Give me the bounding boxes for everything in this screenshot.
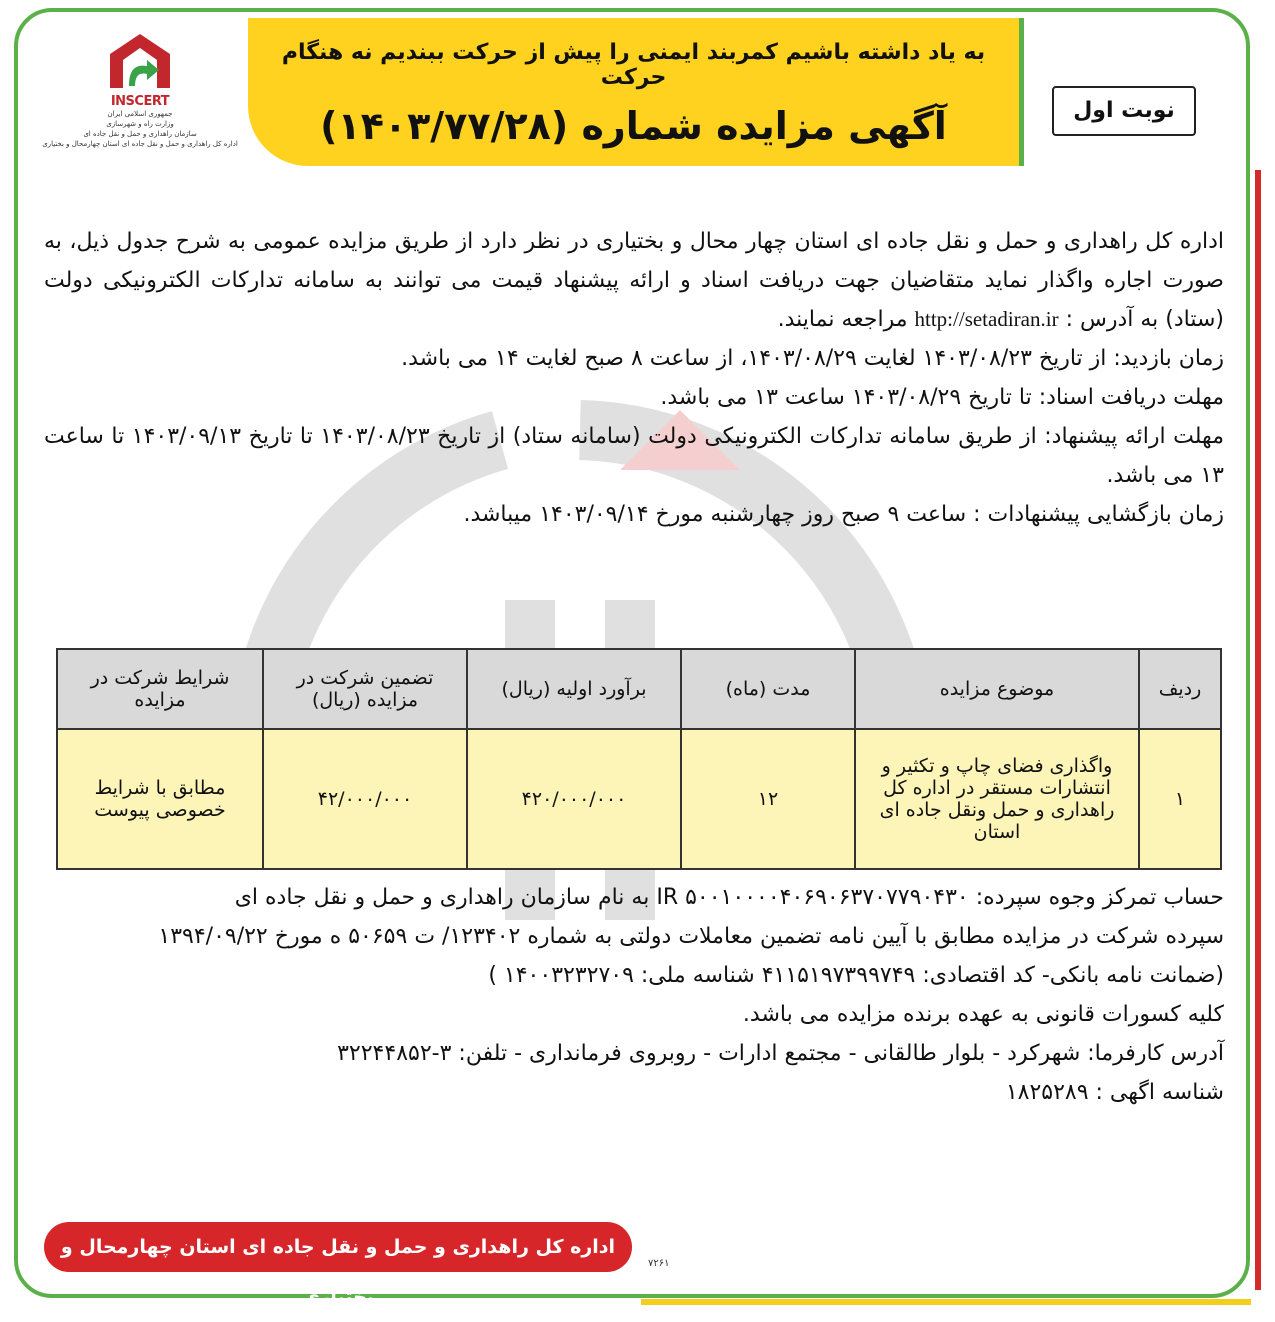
auction-table — [56, 648, 1222, 870]
page-title: آگهی مزایده شماره (۱۴۰۳/۷۷/۲۸) — [320, 104, 947, 148]
details-section — [44, 878, 1224, 1112]
table-header-row — [57, 649, 1221, 729]
logo-line: سازمان راهداری و حمل و نقل جاده ای — [83, 130, 197, 138]
intro-paragraph — [44, 222, 1224, 339]
docs-deadline: مهلت دریافت اسناد: تا تاریخ ۱۴۰۳/۰۸/۲۹ ساعت ۱۳ می باشد. — [660, 385, 1224, 410]
safety-slogan: به یاد داشته باشیم کمربند ایمنی را پیش از حرکت ببندیم نه هنگام حرکت — [281, 40, 986, 90]
logo-line: جمهوری اسلامی ایران — [107, 110, 173, 118]
logo-icon — [105, 30, 175, 90]
table-header: برآورد اولیه (ریال) — [467, 649, 681, 729]
deductions-info: کلیه کسورات قانونی به عهده برنده مزایده می باشد. — [742, 1002, 1224, 1027]
opening-time: زمان بازگشایی پیشنهادات : ساعت ۹ صبح روز چهارشنبه مورخ ۱۴۰۳/۰۹/۱۴ میباشد. — [463, 502, 1224, 527]
table-row — [57, 729, 1221, 869]
table-cell: واگذاری فضای چاپ و تکثیر و انتشارات مستقر در اداره کل راهداری و حمل ونقل جاده ای استان — [855, 729, 1139, 869]
round-badge: نوبت اول — [1052, 86, 1196, 136]
intro-text: اداره کل راهداری و حمل و نقل جاده ای استان چهار محال و بختیاری در نظر دارد از طریق مزایده عمومی به شرح جدول ذیل، به صورت اجاره واگذار نماید متقاضیان جهت دریافت اسناد و ارائه پیشنهاد قیمت می توانند به سامانه تدارکات الکترونیکی دولت (ستاد) به آدرس : — [44, 229, 1224, 332]
page-code: ۷۲۶۱ — [648, 1258, 670, 1269]
employer-address: آدرس کارفرما: شهرکرد - بلوار طالقانی - مجتمع ادارات - روبروی فرمانداری - تلفن: ۳-۳۲۲۴۴۸۵۲ — [337, 1041, 1224, 1066]
logo-line: وزارت راه و شهرسازی — [106, 120, 174, 128]
guarantee-info: (ضمانت نامه بانکی- کد اقتصادی: ۴۱۱۵۱۹۷۳۹۹۷۴۹ شناسه ملی: ۱۴۰۰۳۲۳۲۷۰۹ ) — [488, 963, 1224, 988]
table-cell: ۱۲ — [681, 729, 855, 869]
org-logo — [40, 30, 240, 160]
table-cell: مطابق با شرایط خصوصی پیوست — [57, 729, 263, 869]
table-header: ردیف — [1139, 649, 1221, 729]
table-cell: ۴۲/۰۰۰/۰۰۰ — [263, 729, 467, 869]
table-header: تضمین شرکت در مزایده (ریال) — [263, 649, 467, 729]
frame-accent-yellow — [641, 1299, 1251, 1305]
frame-accent-red — [1255, 170, 1261, 1290]
table-cell: ۴۲۰/۰۰۰/۰۰۰ — [467, 729, 681, 869]
visit-time: زمان بازدید: از تاریخ ۱۴۰۳/۰۸/۲۳ لغایت ۱۴۰۳/۰۸/۲۹، از ساعت ۸ صبح لغایت ۱۴ می باشد. — [401, 346, 1224, 371]
table-header: مدت (ماه) — [681, 649, 855, 729]
table-header: شرایط شرکت در مزایده — [57, 649, 263, 729]
setad-link[interactable]: http://setadiran.ir — [914, 307, 1059, 331]
logo-brand: INSCERT — [110, 94, 170, 109]
header-banner — [248, 18, 1024, 166]
table-header: موضوع مزایده — [855, 649, 1139, 729]
logo-line: اداره کل راهداری و حمل و نقل جاده ای استان چهارمحال و بختیاری — [42, 140, 238, 148]
footer-org-bar: اداره کل راهداری و حمل و نقل جاده ای استان چهارمحال و بختیاری — [44, 1222, 632, 1272]
deposit-info: سپرده شرکت در مزایده مطابق با آیین نامه تضمین معاملات دولتی به شماره ۱۲۳۴۰۲/ ت ۵۰۶۵۹ ه مورخ ۱۳۹۴/۰۹/۲۲ — [158, 924, 1224, 949]
intro-section — [44, 222, 1224, 534]
ad-id: شناسه اگهی : ۱۸۲۵۲۸۹ — [1005, 1080, 1224, 1105]
intro-text-end: مراجعه نمایند. — [777, 307, 908, 332]
table-cell: ۱ — [1139, 729, 1221, 869]
offer-deadline: مهلت ارائه پیشنهاد: از طریق سامانه تدارکات الکترونیکی دولت (سامانه ستاد) از تاریخ ۱۴۰۳/۰۸/۲۳ تا تاریخ ۱۴۰۳/۰۹/۱۳ تا ساعت ۱۳ می باشد. — [44, 424, 1224, 488]
account-info: حساب تمرکز وجوه سپرده: IR ۵۰۰۱۰۰۰۰۴۰۶۹۰۶۳۷۰۷۷۹۰۴۳۰ به نام سازمان راهداری و حمل و نقل جاده ای — [234, 885, 1224, 910]
